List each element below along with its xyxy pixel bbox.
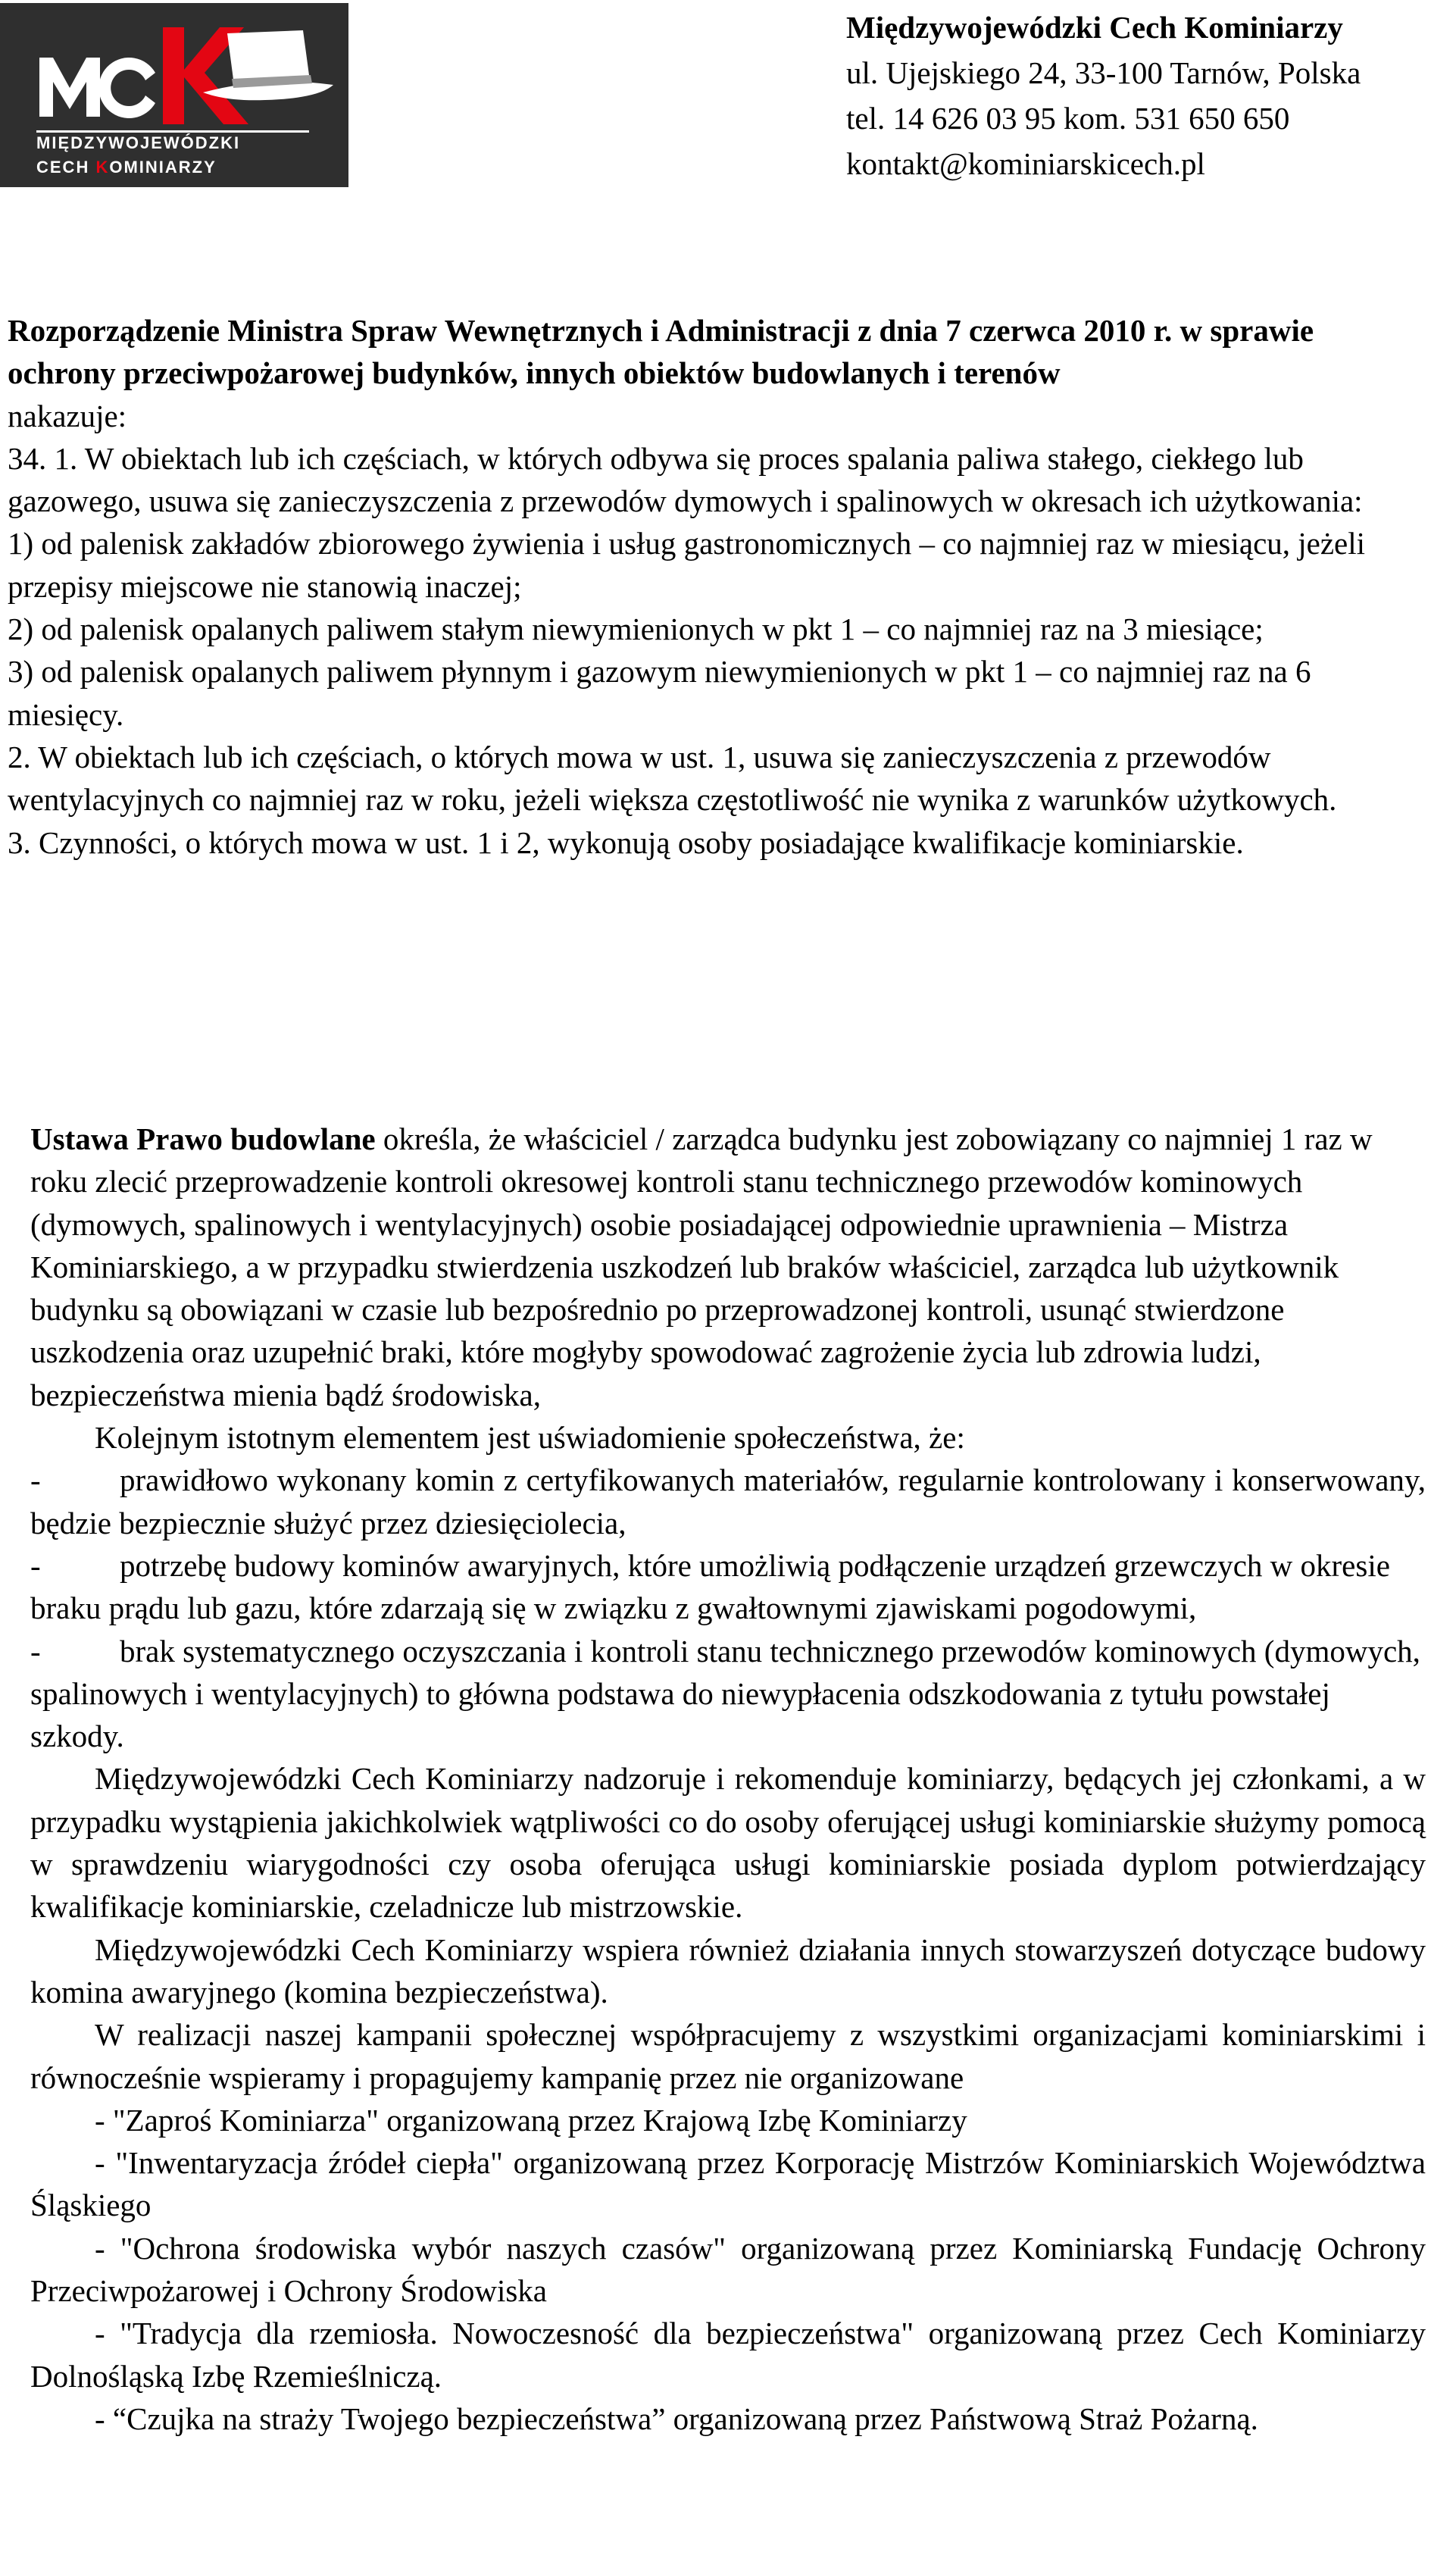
regulation-section [0, 309, 1456, 864]
law-paragraph [0, 1118, 1456, 1416]
awareness-intro: Kolejnym istotnym elementem jest uświadomienie społeczeństwa, że: [95, 1420, 965, 1456]
list-item: - potrzebę budowy kominów awaryjnych, które umożliwią podłączenie urządzeń grzewczych w okresie braku prądu lub gazu, które zdarzają się w związku z gwałtownymi zjawiskami pogodowymi, [0, 1544, 1456, 1630]
regulation-intro: nakazuje: [8, 398, 127, 433]
dash-marker: - [30, 1462, 41, 1498]
regulation-title: Rozporządzenie Ministra Spraw Wewnętrznych i Administracji z dnia 7 czerwca 2010 r. w sprawie ochrony przeciwpożarowej budynków, innych obiektów budowlanych i terenów [8, 313, 1314, 391]
regulation-point: 1) od palenisk zakładów zbiorowego żywienia i usług gastronomicznych – co najmniej raz w miesiącu, jeżeli przepisy miejscowe nie stanowią inaczej; [8, 526, 1366, 604]
address: ul. Ujejskiego 24, 33-100 Tarnów, Polska [846, 55, 1361, 90]
campaign-item: - "Ochrona środowiska wybór naszych czasów" organizowaną przez Kominiarską Fundację Ochrony Przeciwpożarowej i Ochrony Środowiska [30, 2230, 1426, 2309]
campaign-item: - "Zaproś Kominiarza" organizowaną przez Krajową Izbę Kominiarzy [95, 2102, 967, 2138]
regulation-paragraph: 2. W obiektach lub ich częściach, o których mowa w ust. 1, usuwa się zanieczyszczenia z przewodów wentylacyjnych co najmniej raz w roku, jeżeli większa częstotliwość nie wynika z warunków użytkowych. [8, 739, 1337, 818]
email[interactable]: kontakt@kominiarskicech.pl [846, 146, 1205, 181]
law-section [0, 1118, 1456, 2440]
list-item: - prawidłowo wykonany komin z certyfikowanych materiałów, regularnie kontrolowany i konserwowany, będzie bezpiecznie służyć przez dziesięciolecia, [0, 1459, 1456, 1544]
logo-text-line1: MIĘDZYWOJEWÓDZKI [36, 133, 241, 152]
phone: tel. 14 626 03 95 kom. 531 650 650 [846, 101, 1290, 136]
campaign-item: - “Czujka na straży Twojego bezpieczeństwa” organizowaną przez Państwową Straż Pożarną. [95, 2401, 1258, 2436]
supervision-paragraph: Międzywojewódzki Cech Kominiarzy nadzoruje i rekomenduje kominiarzy, będących jej członkami, a w przypadku wystąpienia jakichkolwiek wątpliwości co do osoby oferującej usługi kominiarskie służymy pomocą w sprawdzeniu wiarygodności czy osoba oferująca usługi kominiarskie posiada dyplom potwierdzający kwalifikacje kominiarskie, czeladnicze lub mistrzowskie. [30, 1761, 1426, 1925]
campaign-item: - "Inwentaryzacja źródeł ciepła" organizowaną przez Korporację Mistrzów Kominiarskich Województwa Śląskiego [30, 2145, 1426, 2223]
campaign-paragraph: W realizacji naszej kampanii społecznej współpracujemy z wszystkimi organizacjami kominiarskimi i równocześnie wspieramy i propagujemy kampanię przez nie organizowane [30, 2017, 1426, 2095]
regulation-paragraph: 3. Czynności, o których mowa w ust. 1 i 2, wykonują osoby posiadające kwalifikacje kominiarskie. [8, 824, 1244, 860]
regulation-point: 3) od palenisk opalanych paliwem płynnym i gazowym niewymienionych w pkt 1 – co najmniej raz na 6 miesięcy. [8, 654, 1311, 732]
regulation-point: 2) od palenisk opalanych paliwem stałym niewymienionych w pkt 1 – co najmniej raz na 3 miesiące; [8, 611, 1264, 647]
list-item: - brak systematycznego oczyszczania i kontroli stanu technicznego przewodów kominowych (dymowych, spalinowych i wentylacyjnych) to główna podstawa do niewypłacenia odszkodowania z tytułu powstałej szkody. [0, 1630, 1456, 1758]
campaign-item: - "Tradycja dla rzemiosła. Nowoczesność dla bezpieczeństwa" organizowaną przez Cech Kominiarzy Dolnośląską Izbę Rzemieślniczą. [30, 2316, 1426, 2394]
organization-name: Międzywojewódzki Cech Kominiarzy [846, 10, 1343, 45]
law-text: określa, że właściciel / zarządca budynku jest zobowiązany co najmniej 1 raz w roku zlecić przeprowadzenie kontroli okresowej kontroli stanu technicznego przewodów kominowych (dymowych, spalinowych i wentylacyjnych) osobie posiadającej odpowiednie uprawnienia – Mistrza Kominiarskiego, a w przypadku stwierdzenia uszkodzeń lub braków właściciel, zarządca lub użytkownik budynku są obowiązani w czasie lub bezpośrednio po przeprowadzonej kontroli, usunąć stwierdzone uszkodzenia oraz uzupełnić braki, które mogłyby spowodować zagrożenie życia lub zdrowia ludzi, bezpieczeństwa mienia bądź środowiska, [30, 1121, 1373, 1412]
law-title: Ustawa Prawo budowlane [30, 1121, 376, 1156]
company-logo [0, 3, 348, 187]
dash-marker: - [30, 1547, 41, 1583]
contact-block [846, 5, 1361, 186]
support-paragraph: Międzywojewódzki Cech Kominiarzy wspiera również działania innych stowarzyszeń dotyczące budowy komina awaryjnego (komina bezpieczeństwa). [30, 1931, 1426, 2010]
dash-marker: - [30, 1633, 41, 1669]
logo-text-line2: CECH KOMINIARZY [36, 158, 217, 177]
regulation-paragraph: 34. 1. W obiektach lub ich częściach, w których odbywa się proces spalania paliwa stałego, ciekłego lub gazowego, usuwa się zanieczyszczenia z przewodów dymowych i spalinowych w okresach ich użytkowania: [8, 440, 1363, 519]
